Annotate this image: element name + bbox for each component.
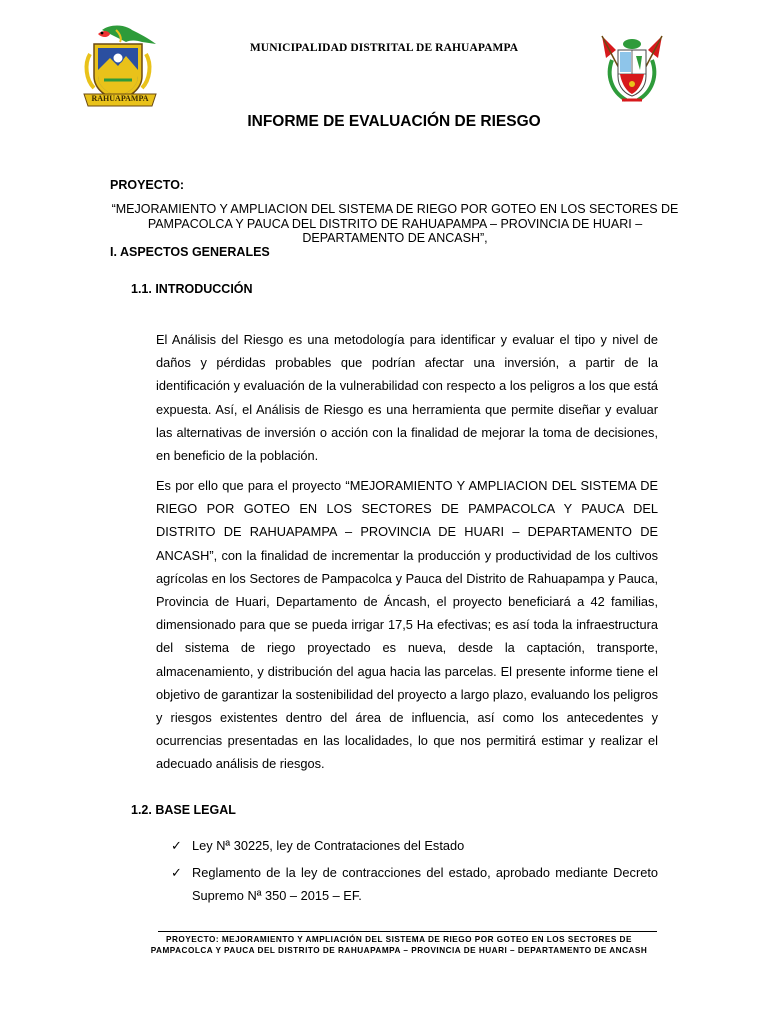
footer-line-1: PROYECTO: MEJORAMIENTO Y AMPLIACIÓN DEL SISTEMA DE RIEGO POR GOTEO EN LOS SECTORES DE [166,935,632,944]
subsection-heading-introduccion: 1.1. INTRODUCCIÓN [131,282,253,296]
intro-paragraph-1: El Análisis del Riesgo es una metodología para identificar y evaluar el tipo y nivel de daños y pérdidas probables que podrían afectar una inversión, a partir de la identificación y evaluación de la vulnerabilidad con respecto a los peligros a los que está expuesta. Así, el Análisis de Riesgo es una herramienta que permite diseñar y evaluar las alternativas de inversión o acción con la finalidad de mejorar la toma de decisiones, en beneficio de la población. [156,332,658,464]
page-footer [110,934,688,956]
municipal-logo [80,24,160,110]
logo-ribbon-text: RAHUAPAMPA [91,94,149,103]
document-title: INFORME DE EVALUACIÓN DE RIESGO [247,113,541,130]
list-item [171,834,658,857]
peru-coat-of-arms-icon [596,30,668,108]
list-item-text: Ley Nª 30225, ley de Contrataciones del Estado [192,838,465,853]
footer-divider [158,931,657,932]
checkmark-icon: ✓ [171,838,182,853]
checkmark-icon: ✓ [171,865,182,881]
subsection-heading-base-legal: 1.2. BASE LEGAL [131,803,236,817]
project-description: “MEJORAMIENTO Y AMPLIACION DEL SISTEMA DE RIEGO POR GOTEO EN LOS SECTORES DE PAMPACOLCA Y PAUCA DEL DISTRITO DE RAHUAPAMPA – PROVINCIA DE HUARI – DEPARTAMENTO DE ANCASH”, [111,202,679,245]
footer-line-2: PAMPACOLCA Y PAUCA DEL DISTRITO DE RAHUAPAMPA – PROVINCIA DE HUARI – DEPARTAMENTO DE ANCASH [150,946,648,955]
list-item-text: Reglamento de la ley de contracciones del estado, aprobado mediante Decreto Supremo Nª 350 – 2015 – EF. [192,865,658,904]
legal-basis-list [171,834,658,912]
section-heading-aspectos-generales: I. ASPECTOS GENERALES [110,245,270,259]
municipality-name: MUNICIPALIDAD DISTRITAL DE RAHUAPAMPA [249,42,519,54]
intro-paragraph-2: Es por ello que para el proyecto “MEJORAMIENTO Y AMPLIACION DEL SISTEMA DE RIEGO POR GOTEO EN LOS SECTORES DE PAMPACOLCA Y PAUCA DEL DISTRITO DE RAHUAPAMPA – PROVINCIA DE HUARI – DEPARTAMENTO DE ANCASH”, con la finalidad de incrementar la producción y productividad de los cultivos agrícolas en los Sectores de Pampacolca y Pauca del Distrito de Rahuapampa y Pauca, Provincia de Huari, Departamento de Áncash, el proyecto beneficiará a 42 familias, dimensionado para que se pueda irrigar 17,5 Ha efectivas; es así toda la infraestructura del sistema de riego proyectado es nueva, desde la captación, transporte, almacenamiento, y distribución del agua hacia las parcelas. El presente informe tiene el objetivo de garantizar la sostenibilidad del proyecto a largo plazo, evaluando los peligros y riesgos existentes dentro del área de influencia, así como los antecedentes y ocurrencias presentadas en las localidades, lo que nos permitirá estimar y realizar el adecuado análisis de riesgos. [156,478,658,772]
project-label: PROYECTO: [110,178,185,192]
list-item [171,861,658,907]
